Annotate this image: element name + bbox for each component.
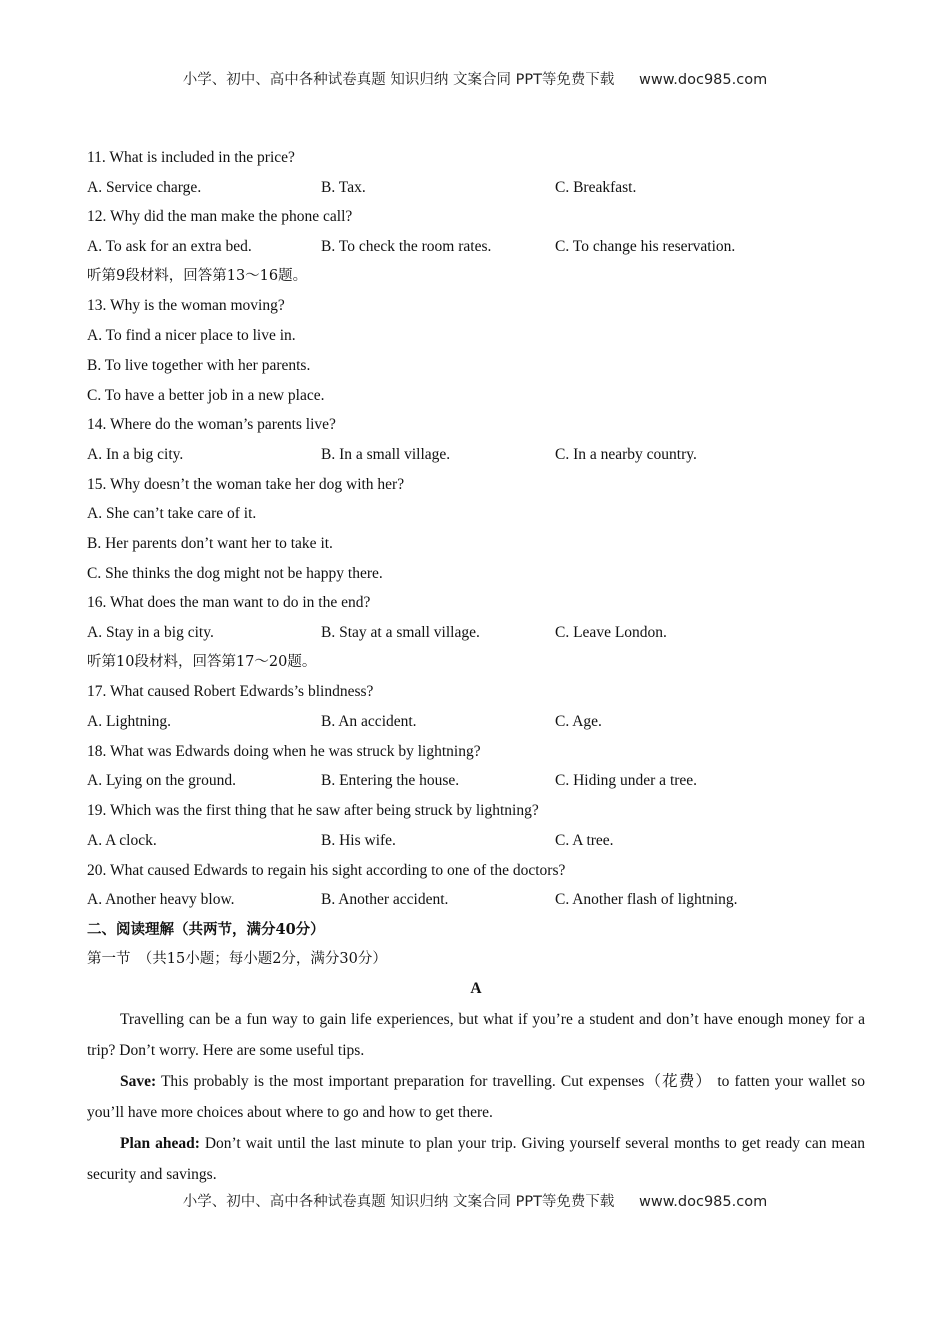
footer-site: www.doc985.com [639, 1194, 768, 1210]
question-20: 20. What caused Edwards to regain his sight according to one of the doctors? [87, 861, 566, 879]
section-instruction-10: 听第10段材料，回答第17～20题。 [87, 653, 317, 670]
option-b: B. His wife. [321, 831, 396, 849]
footer-text: 小学、初中、高中各种试卷真题 知识归纳 文案合同 PPT等免费下载 [182, 1194, 615, 1210]
passage-paragraph-2 [87, 1066, 865, 1128]
option-c: C. Hiding under a tree. [555, 772, 698, 790]
page-content [87, 143, 865, 1190]
paragraph-label: Save: [120, 1072, 157, 1090]
options-16 [87, 618, 865, 648]
options-11 [87, 173, 865, 203]
question-11: 11. What is included in the price? [87, 149, 295, 166]
options-18 [87, 766, 865, 796]
option-a: A. A clock. [87, 831, 157, 849]
section-heading: 第一节 （共15小题；每小题2分，满分30分） [87, 950, 387, 967]
header-text: 小学、初中、高中各种试卷真题 知识归纳 文案合同 PPT等免费下载 [182, 72, 615, 88]
paragraph-label: Plan ahead: [120, 1134, 200, 1152]
section-instruction-9: 听第9段材料，回答第13～16题。 [87, 267, 308, 284]
page-footer [0, 1190, 950, 1211]
question-14: 14. Where do the woman’s parents live? [87, 416, 336, 434]
option-a: A. To ask for an extra bed. [87, 238, 252, 256]
options-14 [87, 440, 865, 470]
header-site: www.doc985.com [639, 72, 768, 88]
option-b: B. An accident. [321, 713, 417, 731]
option-c: C. To change his reservation. [555, 238, 736, 256]
paragraph-text: Don’t wait until the last minute to plan your trip. Giving yourself several months to get ready can mean security and savings. [87, 1134, 865, 1183]
option-b: B. In a small village. [321, 445, 451, 463]
option-a: A. Service charge. [87, 178, 202, 196]
options-20 [87, 885, 865, 915]
option-b: B. Entering the house. [321, 772, 460, 790]
question-19: 19. Which was the first thing that he saw after being struck by lightning? [87, 802, 539, 820]
option-b: B. Stay at a small village. [321, 624, 480, 641]
question-12: 12. Why did the man make the phone call? [87, 208, 353, 226]
question-16: 16. What does the man want to do in the end? [87, 594, 371, 612]
page-header [0, 68, 950, 89]
option-c: C. A tree. [555, 831, 614, 849]
option-c: C. In a nearby country. [555, 445, 697, 463]
option-a: A. Another heavy blow. [87, 891, 235, 909]
part-heading: 二、阅读理解（共两节，满分40分） [87, 920, 325, 938]
options-19 [87, 826, 865, 856]
option-b: B. To live together with her parents. [87, 356, 311, 374]
option-c: C. She thinks the dog might not be happy there. [87, 564, 383, 582]
question-17: 17. What caused Robert Edwards’s blindness? [87, 683, 374, 701]
question-18: 18. What was Edwards doing when he was struck by lightning? [87, 742, 481, 760]
option-a: A. To find a nicer place to live in. [87, 327, 296, 345]
passage-paragraph-3 [87, 1128, 865, 1190]
option-a: A. In a big city. [87, 445, 184, 463]
option-b: B. Another accident. [321, 891, 449, 909]
option-c: C. Age. [555, 713, 602, 731]
paragraph-text: This probably is the most important preparation for travelling. Cut expenses（花费） to fatten your wallet so you’ll have more choices about where to go and how to get there. [87, 1072, 865, 1121]
option-c: C. Another flash of lightning. [555, 891, 738, 909]
passage-letter: A [470, 980, 482, 998]
option-c: C. Breakfast. [555, 178, 637, 196]
option-a: A. She can’t take care of it. [87, 505, 257, 523]
option-a: A. Lying on the ground. [87, 772, 236, 790]
option-a: A. Stay in a big city. [87, 624, 214, 641]
option-b: B. To check the room rates. [321, 238, 492, 256]
option-b: B. Her parents don’t want her to take it. [87, 534, 333, 552]
options-12 [87, 232, 865, 262]
option-c: C. To have a better job in a new place. [87, 386, 325, 404]
option-c: C. Leave London. [555, 624, 667, 641]
question-15: 15. Why doesn’t the woman take her dog with her? [87, 475, 405, 493]
options-17 [87, 707, 865, 737]
option-b: B. Tax. [321, 178, 366, 196]
passage-paragraph-1: Travelling can be a fun way to gain life experiences, but what if you’re a student and don’t have enough money for a trip? Don’t worry. Here are some useful tips. [87, 1010, 865, 1059]
option-a: A. Lightning. [87, 713, 171, 731]
question-13: 13. Why is the woman moving? [87, 297, 285, 315]
